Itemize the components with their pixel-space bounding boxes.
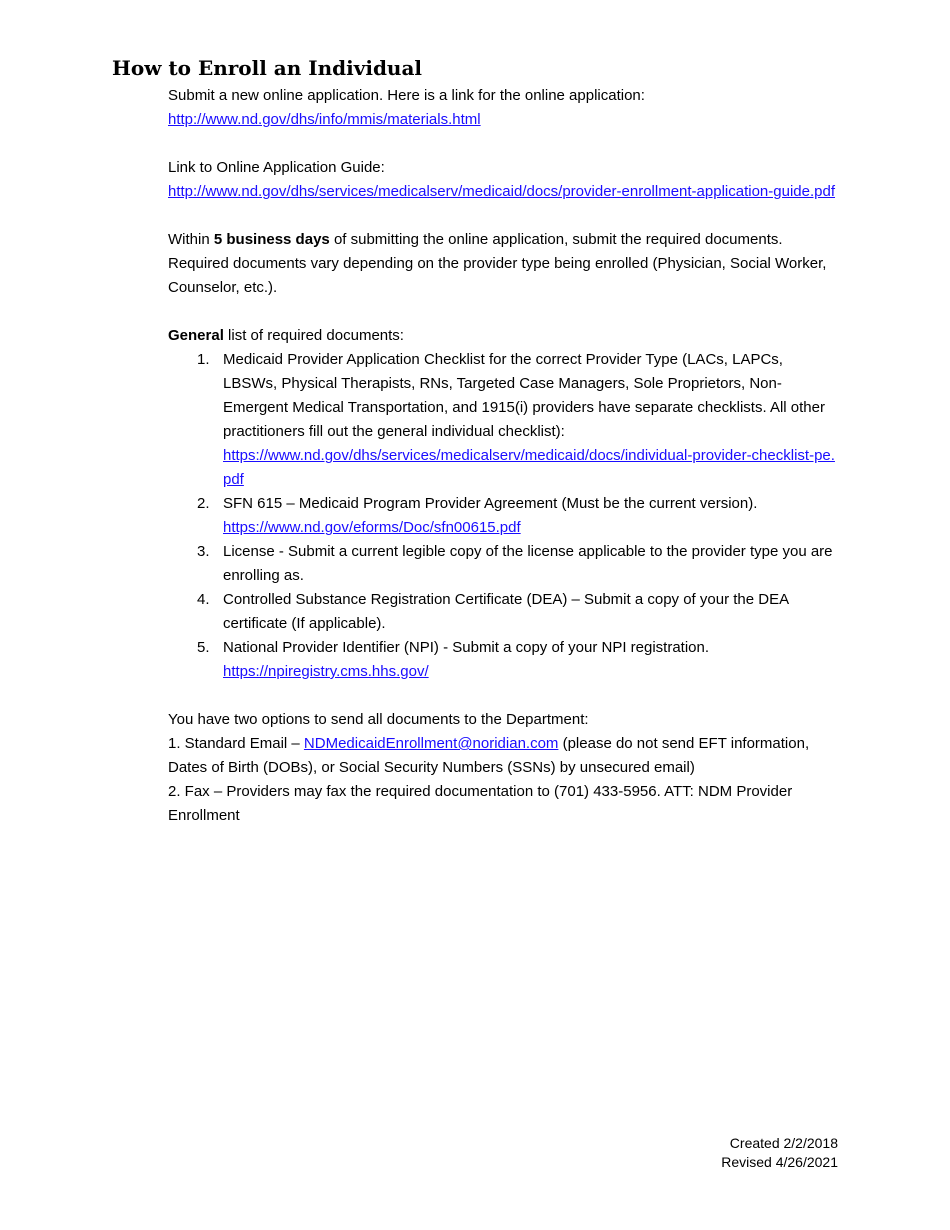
enrollment-email-link[interactable]: NDMedicaidEnrollment@noridian.com [303, 735, 559, 752]
list-item [168, 636, 840, 684]
deadline-prefix: Within [168, 231, 210, 248]
provider-agreement-link[interactable]: https://www.nd.gov/eforms/Doc/sfn00615.pdf [223, 519, 521, 536]
list-item [168, 492, 840, 540]
list-item-number: 3. [197, 543, 210, 560]
list-item [168, 348, 840, 492]
general-text: list of required documents: [228, 327, 404, 344]
list-item-text: Controlled Substance Registration Certificate (DEA) – Submit a copy of your the DEA certificate (If applicable). [223, 591, 789, 632]
general-emphasis: General [168, 327, 224, 344]
fax-option: 2. Fax – Providers may fax the required documentation to (701) 433-5956. ATT: NDM Provider Enrollment [168, 783, 793, 824]
email-option-note: (please do not send EFT information, Dates of Birth (DOBs), or Social Security Numbers (SSNs) by unsecured email) [168, 735, 810, 776]
list-item-number: 5. [197, 639, 210, 656]
intro-paragraph [168, 84, 840, 132]
online-application-link[interactable]: http://www.nd.gov/dhs/info/mmis/materials.html [168, 111, 481, 128]
guide-text: Link to Online Application Guide: [168, 159, 385, 176]
individual-checklist-link[interactable]: https://www.nd.gov/dhs/services/medicalserv/medicaid/docs/individual-provider-checklist-pe.pdf [223, 447, 835, 488]
deadline-text: of submitting the online application, submit the required documents. Required documents vary depending on the provider type being enrolled (Physician, Social Worker, Counselor, etc.). [168, 231, 827, 296]
document-body [168, 84, 840, 828]
deadline-emphasis: 5 business days [213, 231, 330, 248]
list-item-number: 1. [197, 351, 210, 368]
guide-paragraph [168, 156, 840, 204]
required-documents-heading [168, 324, 840, 348]
created-date: Created 2/2/2018 [729, 1135, 838, 1151]
required-documents-list [168, 348, 840, 684]
list-item-text: Medicaid Provider Application Checklist for the correct Provider Type (LACs, LAPCs, LBSWs, Physical Therapists, RNs, Targeted Case Managers, Sole Proprietors, Non-Emergent Medical Transportation, and 1915(i) providers have separate checklists. All other practitioners fill out the general individual checklist): [223, 351, 825, 440]
email-option [168, 732, 840, 780]
application-guide-link[interactable]: http://www.nd.gov/dhs/services/medicalserv/medicaid/docs/provider-enrollment-application-guide.pdf [168, 183, 835, 200]
list-item-text: License - Submit a current legible copy of the license applicable to the provider type you are enrolling as. [223, 543, 833, 584]
list-item [168, 588, 840, 636]
page-title: How to Enroll an Individual [112, 56, 423, 80]
revised-date: Revised 4/26/2021 [721, 1154, 838, 1170]
deadline-paragraph [168, 228, 840, 300]
list-item-text: SFN 615 – Medicaid Program Provider Agreement (Must be the current version). [223, 495, 758, 512]
email-option-prefix: 1. Standard Email – [168, 735, 300, 752]
npi-registry-link[interactable]: https://npiregistry.cms.hhs.gov/ [223, 663, 429, 680]
revision-footer [721, 1134, 838, 1172]
options-intro: You have two options to send all documents to the Department: [168, 711, 589, 728]
list-item-number: 2. [197, 495, 210, 512]
list-item-number: 4. [197, 591, 210, 608]
intro-text: Submit a new online application. Here is a link for the online application: [168, 87, 645, 104]
list-item [168, 540, 840, 588]
list-item-text: National Provider Identifier (NPI) - Submit a copy of your NPI registration. [223, 639, 710, 656]
